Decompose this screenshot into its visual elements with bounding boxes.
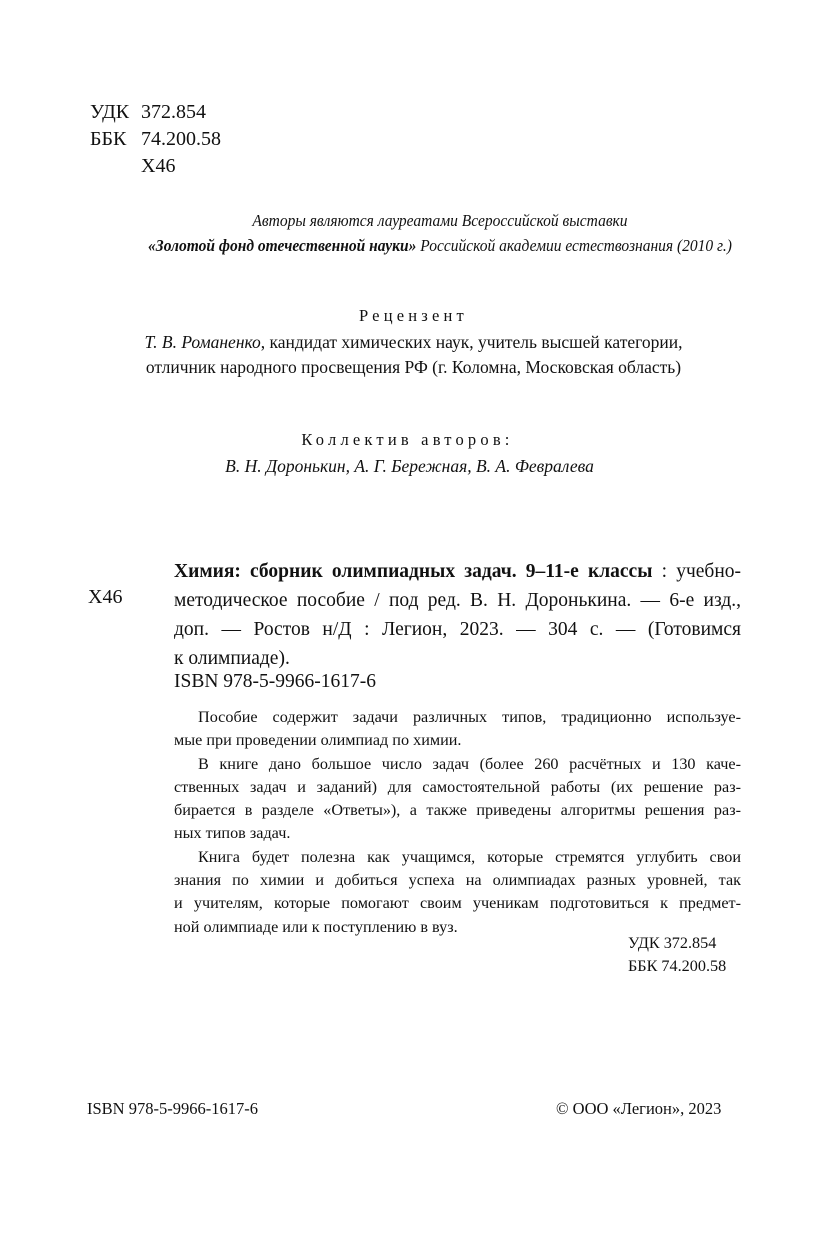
laureate-note [83, 208, 797, 258]
reviewer-name: Т. В. Романенко [144, 332, 261, 352]
authors-names: В. Н. Доронькин, А. Г. Бережная, В. А. Февралева [225, 456, 594, 476]
annotation [174, 706, 741, 939]
biblio-entry [174, 557, 741, 673]
bbk-value: 74.200.58 [141, 128, 221, 150]
biblio-line-2: методическое пособие / под ред. В. Н. Доронькина. — 6-е изд., [174, 590, 741, 611]
annotation-line: бирается в разделе «Ответы»), а также приведены алгоритмы решения раз- [174, 801, 741, 820]
reviewer-line-2: отличник народного просвещения РФ (г. Коломна, Московская область) [145, 357, 682, 377]
biblio-author-mark: Х46 [88, 586, 123, 608]
book-title: Химия: сборник олимпиадных задач. 9–11-е классы [174, 561, 653, 582]
annotation-bbk: ББК 74.200.58 [628, 957, 727, 975]
reviewer-heading: Рецензент [359, 306, 468, 325]
biblio-line-3: доп. — Ростов н/Д : Легион, 2023. — 304 с. — (Готовимся [174, 619, 741, 640]
annotation-line: Книга будет полезна как учащимся, которые стремятся углубить свои [198, 847, 741, 866]
laureate-line-2: «Золотой фонд отечественной науки» Российской академии естествознания (2010 г.) [148, 236, 732, 255]
isbn-main: ISBN 978-5-9966-1617-6 [174, 671, 377, 692]
udk-label: УДК [90, 101, 130, 123]
annotation-line: знания по химии и добиться успеха на олимпиадах разных уровней, так [174, 871, 741, 890]
annotation-line: Пособие содержит задачи различных типов, традиционно используе- [198, 708, 741, 726]
udk-value: 372.854 [141, 101, 206, 123]
laureate-award-name: «Золотой фонд отечественной науки» [148, 236, 417, 255]
annotation-line: В книге дано большое число задач (более 260 расчётных и 130 каче- [198, 754, 741, 773]
biblio-line-4: к олимпиаде). [174, 648, 290, 669]
author-mark-row [90, 154, 175, 178]
bbk-row [90, 127, 221, 151]
footer-copyright: © ООО «Легион», 2023 [556, 1099, 722, 1118]
reviewer-line-1: Т. В. Романенко, кандидат химических наук, учитель высшей категории, [144, 332, 683, 352]
bbk-label: ББК [90, 128, 127, 150]
annotation-line: мые при проведении олимпиад по химии. [174, 731, 462, 750]
annotation-line: и учителям, которые помогают своим ученикам подготовиться к предмет- [174, 894, 741, 913]
annotation-line: ной олимпиаде или к поступлению в вуз. [174, 917, 458, 936]
annotation-udk: УДК 372.854 [628, 934, 717, 952]
footer-isbn: ISBN 978-5-9966-1617-6 [87, 1099, 258, 1118]
annotation-line: ных типов задач. [174, 824, 291, 843]
annotation-line: ственных задач и заданий) для самостоятельной работы (их решение раз- [174, 777, 741, 796]
author-mark: Х46 [141, 155, 176, 177]
authors-heading: Коллектив авторов: [301, 430, 514, 449]
udk-row [90, 100, 206, 124]
laureate-line-1: Авторы являются лауреатами Всероссийской выставки [252, 211, 628, 230]
biblio-line-1: Химия: сборник олимпиадных задач. 9–11-е классы : учебно- [174, 561, 742, 582]
